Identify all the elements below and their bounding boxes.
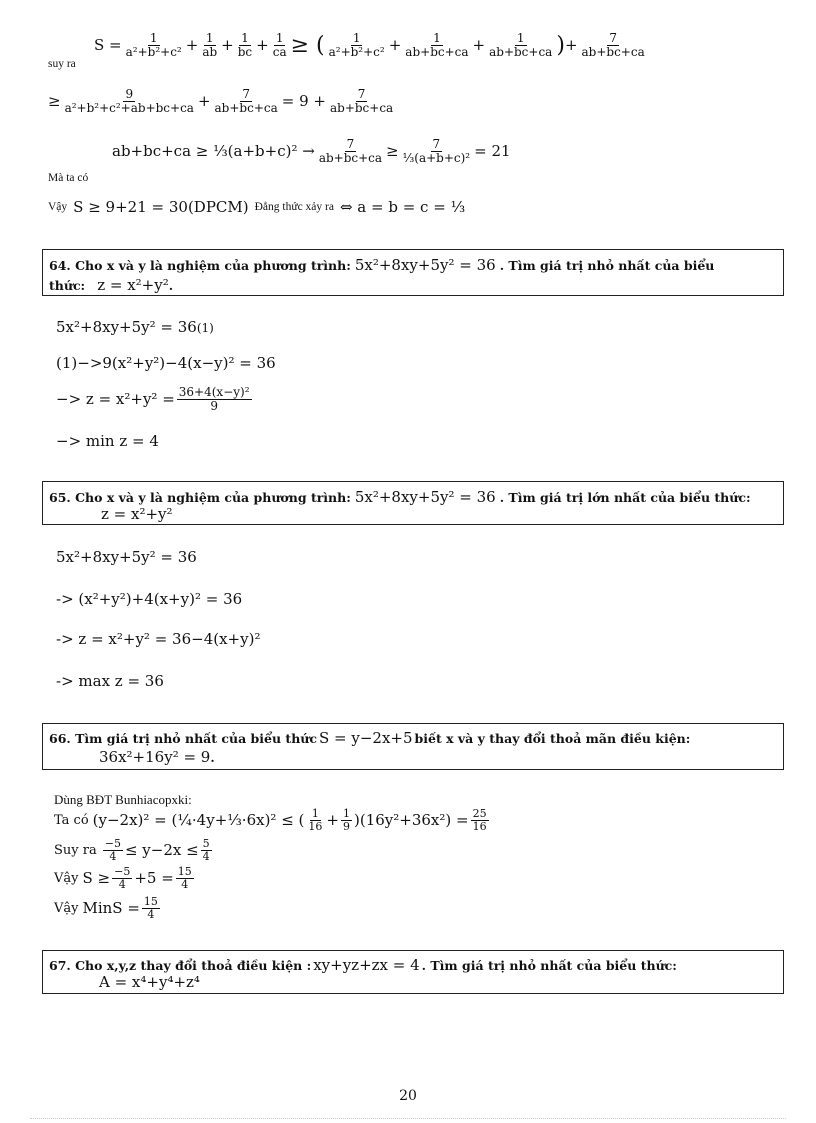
p66-sol4: Vậy MinS = $\frac{15}{4}$ (54, 895, 158, 921)
problem-66-statement: 66. Tìm giá trị nhỏ nhất của biểu thức S = y−2x+5 biết x và y thay đổi thoả mãn điều kiện: (49, 729, 691, 747)
problem-67-statement: 67. Cho x,y,z thay đổi thoả điều kiện : xy+yz+zx = 4 . Tìm giá trị nhỏ nhất của biểu thức: (49, 956, 677, 974)
p64-sol4: −> min z = 4 (56, 432, 159, 450)
p65-sol4: -> max z = 36 (56, 672, 164, 690)
p64-sol2: (1)−>9(x²+y²)−4(x−y)² = 36 (56, 354, 276, 372)
problem-65-statement: 65. Cho x và y là nghiệm của phương trình: 5x²+8xy+5y² = 36 . Tìm giá trị lớn nhất của biểu thức: (49, 488, 751, 506)
p65-sol3: -> z = x²+y² = 36−4(x+y)² (56, 630, 261, 648)
suy-ra-label: suy ra (48, 58, 76, 70)
page-number: 20 (399, 1088, 417, 1104)
problem-64-statement: 64. Cho x và y là nghiệm của phương trình: 5x²+8xy+5y² = 36 . Tìm giá trị nhỏ nhất của biểu (49, 256, 715, 274)
p66-sol0: Dùng BĐT Bunhiacopxki: (54, 792, 192, 807)
p66-sol3: Vậy S ≥ $\frac{-5}{4}$ +5 = $\frac{15}{4}$ (54, 865, 192, 891)
intro-conclusion: Vậy S ≥ 9+21 = 30(DPCM) Đẳng thức xảy ra ⇔ a = b = c = ⅓ (48, 198, 466, 216)
intro-line3: ab+bc+ca ≥ ⅓(a+b+c)² → $\frac{7}{ab+bc+ca}$ ≥ $\frac{7}{\text{⅓(a+b+c)²}}$ = 21 (112, 137, 511, 165)
p66-sol2: Suy ra $\frac{-5}{4}$ ≤ y−2x ≤ $\frac{5}{4}$ (54, 837, 210, 863)
intro-line2: ≥ $\frac{9}{\text{a²+b²+c²+ab+bc+ca}}$ + $\frac{7}{ab+bc+ca}$ = 9 + $\frac{7}{ab+bc+ca}$ (48, 87, 394, 115)
p66-sol1: Ta có (y−2x)² = (¼·4y+⅓·6x)² ≤ ( $\frac{1}{16}$ + $\frac{1}{9}$ )(16y²+36x²) = $\frac{25}{16}$ (54, 807, 487, 833)
problem-64-box: 64. Cho x và y là nghiệm của phương trình: 5x²+8xy+5y² = 36 . Tìm giá trị nhỏ nhất của biểu thức: z = x²+y² . (42, 249, 784, 296)
p64-sol1: 5x²+8xy+5y² = 36(1) (56, 318, 214, 336)
problem-65-box: 65. Cho x và y là nghiệm của phương trình: 5x²+8xy+5y² = 36 . Tìm giá trị lớn nhất của biểu thức: z = x²+y² (42, 481, 784, 525)
p64-sol3: −> z = x²+y² = $\frac{\text{36+4(x−y)²}}{9}$ (56, 385, 250, 413)
problem-66-box: 66. Tìm giá trị nhỏ nhất của biểu thức S = y−2x+5 biết x và y thay đổi thoả mãn điều kiện: 36x²+16y² = 9 . (42, 723, 784, 770)
footer-divider (30, 1118, 786, 1119)
p65-sol2: -> (x²+y²)+4(x+y)² = 36 (56, 590, 243, 608)
problem-67-box: 67. Cho x,y,z thay đổi thoả điều kiện : xy+yz+zx = 4 . Tìm giá trị nhỏ nhất của biểu thức: A = x⁴+y⁴+z⁴ (42, 950, 784, 994)
ma-ta-co-label: Mà ta có (48, 172, 89, 184)
S-definition: S = $\frac{1}{\text{a²+b²+c²}}$ + $\frac{1}{ab}$ + $\frac{1}{bc}$ + $\frac{1}{ca}$ ≥ ( $\frac{1}{\text{a²+b²+c²}}$ + $\frac{1}{ab+bc+ca}$ + $\frac{1}{ab+bc+ca}$ ) + $\frac{7}{ab+bc+ca}$ (94, 31, 645, 59)
p65-sol1: 5x²+8xy+5y² = 36 (56, 548, 197, 566)
